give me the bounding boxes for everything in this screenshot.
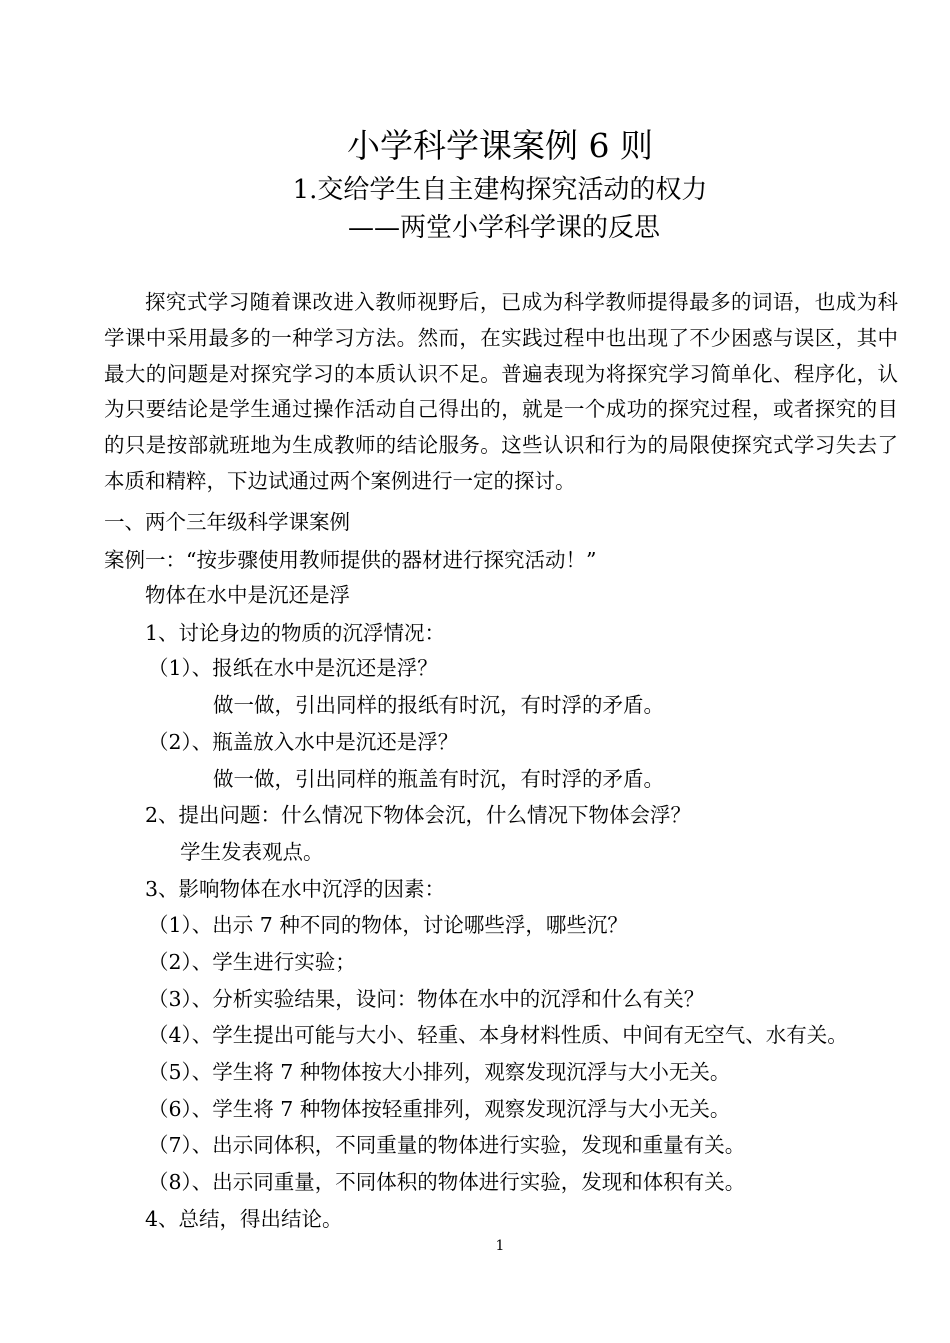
list-item: （8）、出示同重量，不同体积的物体进行实验，发现和体积有关。 xyxy=(148,1170,746,1194)
list-item: 1、讨论身边的物质的沉浮情况： xyxy=(145,621,446,645)
list-item: （7）、出示同体积，不同重量的物体进行实验，发现和重量有关。 xyxy=(148,1133,746,1157)
list-item: （1）、报纸在水中是沉还是浮？ xyxy=(148,656,438,680)
list-item: 2、提出问题：什么情况下物体会沉，什么情况下物体会浮？ xyxy=(145,803,692,827)
list-item: 4、总结，得出结论。 xyxy=(145,1207,343,1231)
list-item: 学生发表观点。 xyxy=(180,840,324,864)
section-heading: 一、两个三年级科学课案例 xyxy=(104,510,350,534)
page-number: 1 xyxy=(495,1238,505,1254)
document-subtitle-secondary: ——两堂小学科学课的反思 xyxy=(348,213,661,243)
list-item: 做一做，引出同样的报纸有时沉，有时浮的矛盾。 xyxy=(213,693,664,717)
list-item: （3）、分析实验结果，设问：物体在水中的沉浮和什么有关？ xyxy=(148,987,705,1011)
document-title: 小学科学课案例 6 则 xyxy=(347,126,653,165)
intro-paragraph: 探究式学习随着课改进入教师视野后，已成为科学教师提得最多的词语，也成为科学课中采用最多的一种学习方法。然而，在实践过程中也出现了不少困惑与误区，其中最大的问题是对探究学习的本质认识不足。普遍表现为将探究学习简单化、程序化，认为只要结论是学生通过操作活动自己得出的，就是一个成功的探究过程，或者探究的目的只是按部就班地为生成教师的结论服务。这些认识和行为的局限使探究式学习失去了本质和精粹，下边试通过两个案例进行一定的探讨。 xyxy=(104,290,898,493)
list-item: （1）、出示 7 种不同的物体，讨论哪些浮，哪些沉？ xyxy=(148,913,628,937)
list-item: （4）、学生提出可能与大小、轻重、本身材料性质、中间有无空气、水有关。 xyxy=(148,1023,848,1047)
list-item: 3、影响物体在水中沉浮的因素： xyxy=(145,877,446,901)
list-item: （5）、学生将 7 种物体按大小排列，观察发现沉浮与大小无关。 xyxy=(148,1060,731,1084)
case-heading: 案例一：“按步骤使用教师提供的器材进行探究活动！” xyxy=(104,548,597,572)
list-item: （2）、瓶盖放入水中是沉还是浮？ xyxy=(148,730,459,754)
lesson-title: 物体在水中是沉还是浮 xyxy=(145,583,350,607)
list-item: （6）、学生将 7 种物体按轻重排列，观察发现沉浮与大小无关。 xyxy=(148,1097,731,1121)
list-item: 做一做，引出同样的瓶盖有时沉，有时浮的矛盾。 xyxy=(213,767,664,791)
list-item: （2）、学生进行实验； xyxy=(148,950,356,974)
document-subtitle: 1.交给学生自主建构探究活动的权力 xyxy=(292,175,708,205)
